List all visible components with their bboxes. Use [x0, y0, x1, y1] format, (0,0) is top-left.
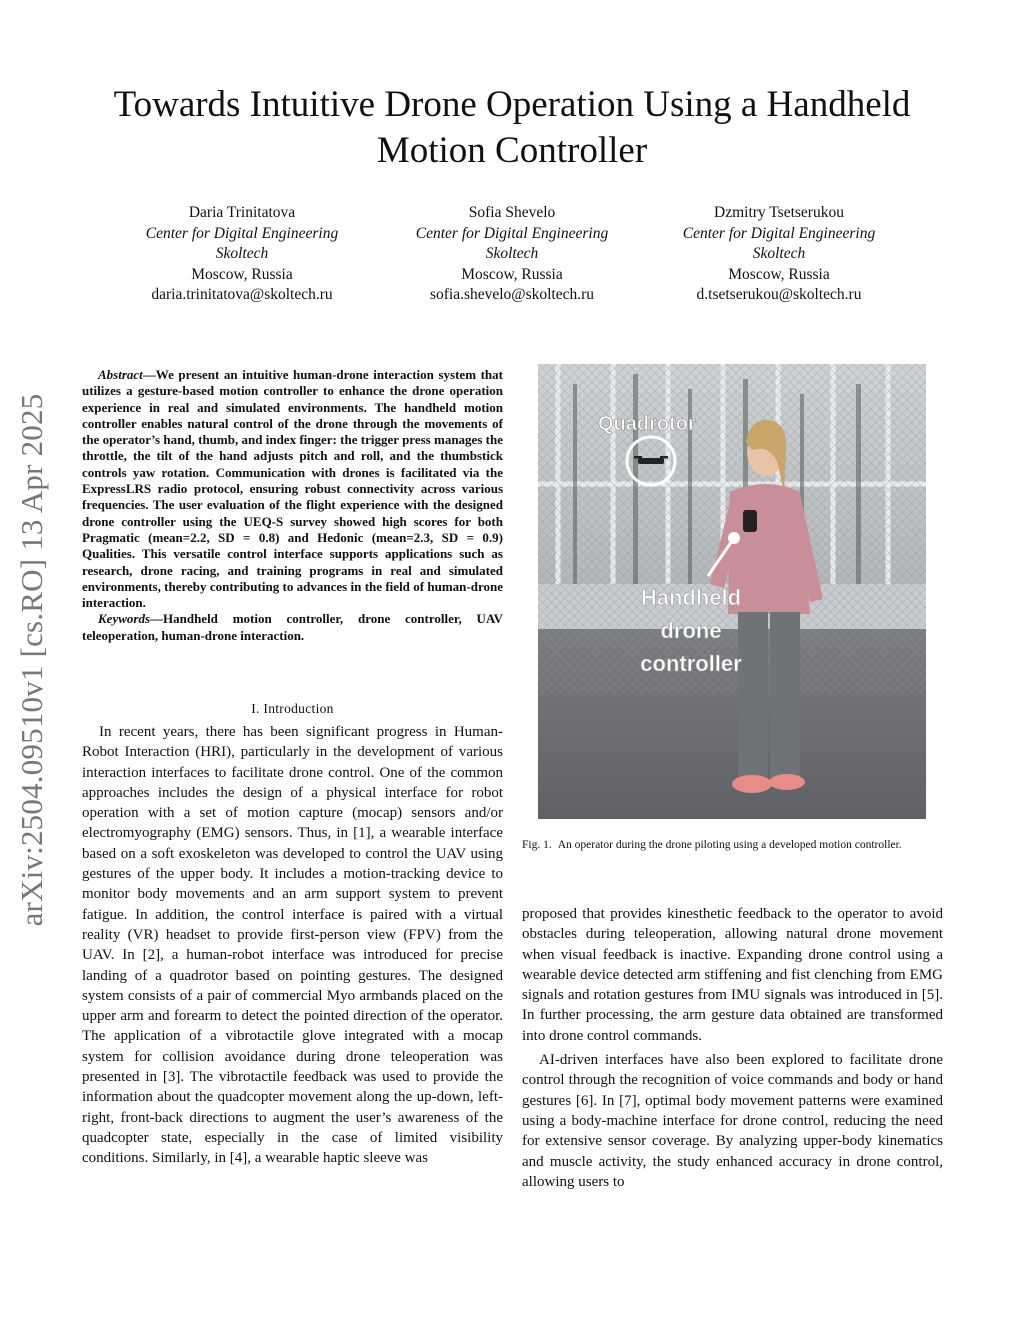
author-dept: Center for Digital Engineering: [682, 224, 876, 242]
label-controller-line-3: controller: [640, 651, 742, 676]
author-email: sofia.shevelo@skoltech.ru: [429, 286, 595, 303]
arxiv-identifier: arXiv:2504.09510v1 [cs.RO] 13 Apr 2025: [14, 393, 49, 927]
author-email: d.tsetserukou@skoltech.ru: [696, 286, 862, 303]
intro-paragraph: In recent years, there has been significant progress in Human-Robot Interaction (HRI), particularly in the development of various interaction interfaces to facilitate drone control. One of the common approaches includes the design of a physical interface for robot operation with a set of motion capture (mocap) sensors and/or electromyography (EMG) sensors. Thus, in [1], a wearable interface based on a soft exoskeleton was developed to control the UAV using gestures of the upper body. It includes a motion-tracking device to monitor body movements and an arm support system to prevent fatigue. In addition, the control interface is paired with a virtual reality (VR) headset to provide first-person view (FPV) from the UAV. In [2], a human-robot interface was introduced for precise landing of a quadrotor based on pointing gestures. The designed system consists of a pair of commercial Myo armbands placed on the upper arm and forearm to detect the pointed direction of the operator. The application of a vibrotactile glove integrated with a mocap system for collision avoidance during drone teleoperation was presented in [3]. The vibrotactile feedback was used to provide the information about the quadcopter movement along the up-down, left-right, front-back directions to augment the user’s awareness of the quadcopter state, especially in the case of limited visibility conditions. Similarly, in [4], a wearable haptic sleeve was: [82, 724, 503, 1167]
figure-1-caption: [522, 838, 943, 852]
author-3: [629, 203, 929, 306]
handheld-controller: [743, 510, 757, 532]
abstract-label: Abstract: [98, 367, 143, 382]
abstract-text: —We present an intuitive human-drone interaction system that utilizes a gesture-based motion controller to enhance the drone operation experience in real and simulated environments. The handheld motion controller enables natural control of the drone through the movements of the operator’s hand, thumb, and index finger: the trigger press manages the throttle, the tilt of the hand adjusts pitch and roll, and the thumbstick controls yaw rotation. Communication with drones is facilitated via the ExpressLRS radio protocol, ensuring robust connectivity across various frequencies. The user evaluation of the flight experience with the designed drone controller using the UEQ-S survey showed high scores for both Pragmatic (mean=2.2, SD = 0.8) and Hedonic (mean=2.3, SD = 0.9) Qualities. This versatile control interface supports applications such as research, drone racing, and training programs in real and simulated environments, thereby contributing to advances in the field of human-drone interaction.: [82, 367, 503, 611]
intro-paragraph-continued: proposed that provides kinesthetic feedback to the operator to avoid obstacles during teleoperation, allowing natural drone movement when visual feedback is inactive. Expanding drone control using a wearable device detected arm stiffening and fist clenching from EMG signals and rotation gestures from IMU signals was introduced in [5]. In further processing, the arm gesture data obtained are transformed into drone control commands.: [522, 906, 943, 1044]
figure-1-photo: [538, 364, 926, 819]
author-name: Sofia Shevelo: [468, 204, 556, 221]
author-org: Skoltech: [752, 245, 806, 262]
author-name: Daria Trinitatova: [188, 204, 296, 221]
author-location: Moscow, Russia: [728, 265, 830, 283]
author-org: Skoltech: [215, 245, 269, 262]
keywords-label: Keywords: [98, 611, 150, 627]
intro-paragraph: AI-driven interfaces have also been explored to facilitate drone control through the recognition of voice commands and body or hand gestures [6]. In [7], optimal body movement patterns were examined using a body-machine interface for drone control, reducing the need for extensive sensor coverage. By analyzing upper-body kinematics and muscle activity, the study enhanced accuracy in drone control, allowing users to: [522, 1052, 943, 1190]
author-name: Dzmitry Tsetserukou: [714, 204, 844, 221]
author-location: Moscow, Russia: [191, 265, 293, 283]
author-dept: Center for Digital Engineering: [145, 224, 339, 242]
label-quadrotor: Quadrotor: [598, 413, 696, 435]
label-controller-line-2: drone: [660, 618, 722, 643]
intro-left-column: [82, 722, 503, 1169]
author-1: [92, 203, 392, 306]
author-2: [362, 203, 662, 306]
abstract-block: [82, 367, 503, 644]
author-org: Skoltech: [485, 245, 539, 262]
author-dept: Center for Digital Engineering: [415, 224, 609, 242]
caption-number: Fig. 1.: [522, 839, 552, 851]
author-location: Moscow, Russia: [461, 265, 563, 283]
keywords-text: —Handheld motion controller, drone controller, UAV teleoperation, human-drone interaction.: [82, 611, 503, 643]
section-heading-introduction: I. Introduction: [251, 701, 334, 716]
caption-text: An operator during the drone piloting using a developed motion controller.: [557, 839, 902, 851]
intro-right-column: [522, 904, 943, 1192]
paper-title: Towards Intuitive Drone Operation Using a Handheld Motion Controller: [113, 84, 911, 171]
label-controller-line-1: Handheld: [640, 585, 742, 610]
author-email: daria.trinitatova@skoltech.ru: [151, 286, 333, 303]
